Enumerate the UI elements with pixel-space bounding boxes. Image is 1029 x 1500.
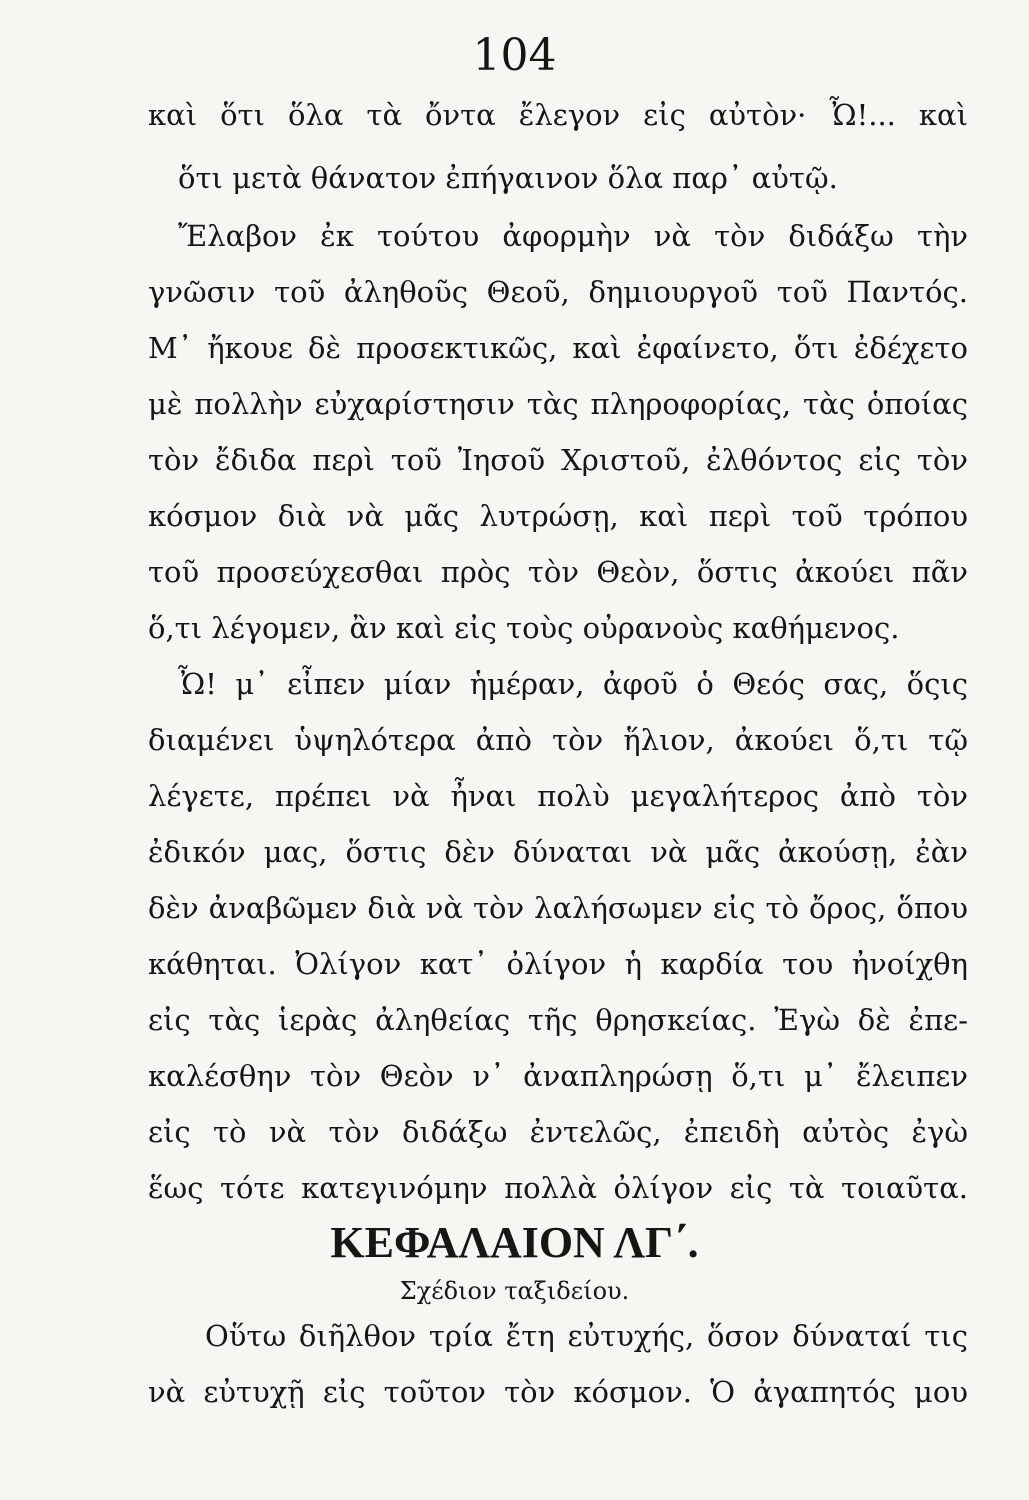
text-line: γνῶσιν τοῦ ἀληθοῦς Θεοῦ, δημιουργοῦ τοῦ Παντός. — [148, 275, 968, 309]
text-line: διαμένει ὑψηλότερα ἀπὸ τὸν ἥλιον, ἀκούει ὅ,τι τῷ — [148, 723, 968, 757]
text-line: καὶ ὅτι ὅλα τὰ ὄντα ἔλεγον εἰς αὐτὸν· Ὦ!... καὶ — [148, 98, 968, 132]
text-line: ὅ,τι λέγομεν, ἂν καὶ εἰς τοὺς οὐρανοὺς καθήμενος. — [148, 611, 900, 645]
text-line: εἰς τὰς ἱερὰς ἀληθείας τῆς θρησκείας. Ἐγὼ δὲ ἐπε- — [148, 1003, 968, 1037]
chapter-subtitle: Σχέδιον ταξιδείου. — [399, 1277, 630, 1305]
page-number: 104 — [472, 30, 557, 81]
text-line: κόσμον διὰ νὰ μᾶς λυτρώσῃ, καὶ περὶ τοῦ τρόπου — [148, 499, 968, 533]
text-line: κάθηται. Ὀλίγον κατ᾽ ὀλίγον ἡ καρδία του ἠνοίχθη — [148, 947, 968, 981]
text-line: ἕως τότε κατεγινόμην πολλὰ ὀλίγον εἰς τὰ τοιαῦτα. — [148, 1171, 968, 1205]
text-line: δὲν ἀναβῶμεν διὰ νὰ τὸν λαλήσωμεν εἰς τὸ ὄρος, ὅπου — [148, 891, 968, 925]
text-line: τοῦ προσεύχεσθαι πρὸς τὸν Θεὸν, ὅστις ἀκούει πᾶν — [148, 555, 968, 589]
text-line: Ὦ! μ᾽ εἶπεν μίαν ἡμέραν, ἀφοῦ ὁ Θεός σας, ὅςις — [178, 667, 968, 701]
text-line: Οὕτω διῆλθον τρία ἔτη εὐτυχής, ὅσον δύναταί τις — [205, 1319, 968, 1353]
text-line: λέγετε, πρέπει νὰ ἦναι πολὺ μεγαλήτερος ἀπὸ τὸν — [148, 779, 968, 813]
text-line: εἰς τὸ νὰ τὸν διδάξω ἐντελῶς, ἐπειδὴ αὐτὸς ἐγὼ — [148, 1115, 968, 1149]
text-line: καλέσθην τὸν Θεὸν ν᾽ ἀναπληρώσῃ ὅ,τι μ᾽ ἔλειπεν — [148, 1059, 968, 1093]
text-line: μὲ πολλὴν εὐχαρίστησιν τὰς πληροφορίας, τὰς ὁποίας — [148, 387, 968, 421]
chapter-heading: ΚΕΦΑΛΑΙΟΝ ΛΓ΄. — [330, 1218, 699, 1267]
text-line: τὸν ἔδιδα περὶ τοῦ Ἰησοῦ Χριστοῦ, ἐλθόντος εἰς τὸν — [148, 443, 968, 477]
text-line: νὰ εὐτυχῇ εἰς τοῦτον τὸν κόσμον. Ὁ ἀγαπητός μου — [148, 1375, 968, 1409]
text-line: Μ᾽ ἤκουε δὲ προσεκτικῶς, καὶ ἐφαίνετο, ὅτι ἐδέχετο — [148, 331, 968, 365]
text-line: Ἔλαβον ἐκ τούτου ἀφορμὴν νὰ τὸν διδάξω τὴν — [178, 219, 968, 253]
text-line: ὅτι μετὰ θάνατον ἐπήγαινον ὅλα παρ᾽ αὐτῷ. — [178, 161, 838, 195]
text-line: ἐδικόν μας, ὅστις δὲν δύναται νὰ μᾶς ἀκούσῃ, ἐὰν — [148, 835, 968, 869]
